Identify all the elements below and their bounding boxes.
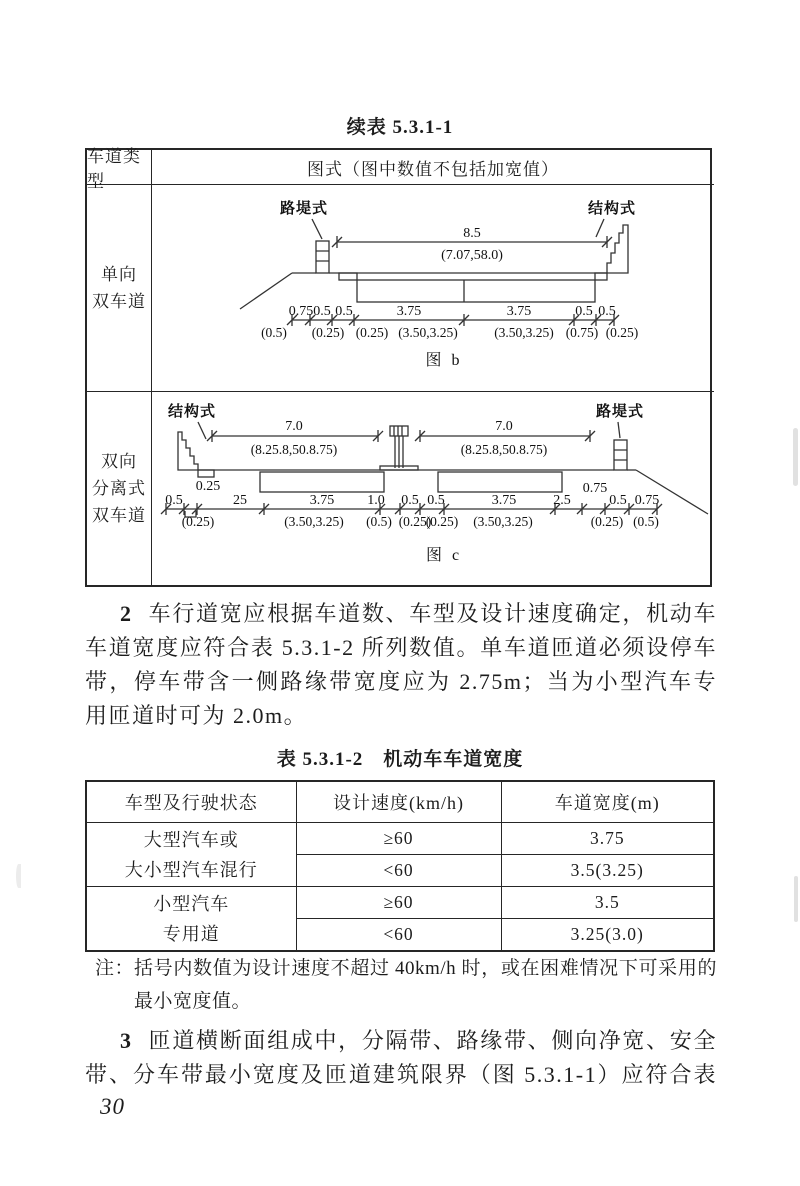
dim-label: (8.25.8,50.8.75)	[250, 442, 338, 457]
dim-label: (3.50,3.25)	[494, 324, 554, 340]
lane-type-line: 分离式	[92, 479, 146, 498]
dim-label: 3.75	[309, 493, 335, 508]
dim-label: (3.50,3.25)	[284, 514, 344, 529]
dim-label: (3.50,3.25)	[398, 324, 458, 340]
dim-label: (7.07,58.0)	[441, 247, 503, 263]
dim-label: (0.25)	[181, 514, 215, 529]
paragraph-text: 匝道横断面组成中，分隔带、路缘带、侧向净宽、安全带、分车带最小宽度及匝道建筑限界（图 5.3.1-1）应符合表	[85, 1028, 717, 1087]
median-posts	[395, 436, 403, 468]
lane-type-one-way-two-lane	[87, 185, 152, 392]
dim-label: 8.5	[463, 225, 481, 241]
width-cell: 3.75	[501, 823, 714, 855]
dim-label: 0.75	[634, 493, 660, 508]
col-header-speed: 设计速度(km/h)	[296, 781, 501, 823]
lane-table-header-type: 车道类型	[87, 150, 152, 185]
paragraph-number: 2	[120, 601, 133, 626]
dim-label: (0.75)	[565, 324, 599, 340]
speed-cell: ≥60	[296, 887, 501, 919]
speed-cell: <60	[296, 855, 501, 887]
speed-cell: ≥60	[296, 823, 501, 855]
table-row	[86, 823, 714, 855]
leader-line	[618, 422, 620, 438]
vehicle-cell-large	[86, 823, 296, 887]
lane-type-line: 双车道	[92, 506, 146, 525]
dim-label: 3.75	[491, 493, 517, 508]
dim-label: 0.5	[165, 493, 183, 508]
width-cell: 3.5(3.25)	[501, 855, 714, 887]
page-number: 30	[100, 1094, 125, 1119]
lane-type-line: 双向	[101, 452, 137, 471]
lane-type-two-way-separated	[87, 392, 152, 585]
table-note	[95, 952, 717, 1018]
dim-label: 0.75	[582, 481, 608, 496]
dim-label: 0.5	[575, 303, 593, 319]
col-header-width: 车道宽度(m)	[501, 781, 714, 823]
carriageway-box-right	[438, 472, 562, 492]
dim-label: 0.25	[195, 479, 221, 494]
dim-label: 7.0	[495, 419, 513, 434]
dim-label: (0.5)	[366, 514, 392, 529]
carriageway-box-left	[260, 472, 384, 492]
dim-label: 0.5	[401, 493, 419, 508]
dim-label: (0.5)	[261, 324, 287, 340]
figure-c-cell	[152, 392, 714, 585]
structure-type-label: 结构式	[167, 404, 217, 420]
figure-b-cross-section	[152, 185, 714, 392]
note-text: 括号内数值为设计速度不超过 40km/h 时，或在困难情况下可采用的最小宽度值。	[134, 958, 717, 1012]
dim-label: 3.75	[506, 303, 532, 319]
figure-b-caption: 图 b	[425, 351, 463, 369]
embankment-type-label: 路堤式	[595, 404, 645, 420]
figure-c-cross-section	[152, 392, 714, 585]
median-barrier-cap	[390, 426, 408, 436]
lane-type-line: 双车道	[92, 292, 146, 311]
note-label: 注：	[95, 958, 135, 979]
lane-type-line: 单向	[101, 265, 137, 284]
curb-block	[316, 241, 329, 273]
vehicle-cell-small	[86, 887, 296, 952]
lane-table-header-figure: 图式（图中数值不包括加宽值）	[152, 150, 714, 185]
scan-artifact	[794, 876, 798, 922]
dim-label: 25	[233, 493, 247, 508]
dim-label: 7.0	[285, 419, 303, 434]
carriageway-box	[357, 280, 595, 302]
continued-table-title: 续表 5.3.1-1	[346, 117, 454, 138]
dim-label: (0.25)	[311, 324, 345, 340]
dim-label: (0.25)	[425, 514, 459, 529]
lane-width-table-caption: 表 5.3.1-2 机动车车道宽度	[276, 749, 524, 770]
dim-label: 3.75	[396, 303, 422, 319]
dim-label: 2.5	[553, 493, 571, 508]
col-header-vehicle: 车型及行驶状态	[86, 781, 296, 823]
vehicle-line: 小型汽车	[153, 893, 230, 914]
structure-wall-steps	[607, 225, 628, 273]
paragraph-2	[85, 597, 717, 733]
lane-width-table	[85, 780, 715, 952]
figure-c-caption: 图 c	[425, 547, 463, 564]
embankment-type-label: 路堤式	[279, 200, 329, 217]
dim-label: (0.25)	[398, 514, 432, 529]
dim-label: (0.25)	[590, 514, 624, 529]
dim-label: 0.5	[609, 493, 627, 508]
dim-label: (0.25)	[605, 324, 639, 340]
dim-label: (0.5)	[633, 514, 659, 529]
width-cell: 3.5	[501, 887, 714, 919]
scan-artifact	[16, 864, 21, 888]
dim-label: 1.0	[367, 493, 385, 508]
dim-label: (3.50,3.25)	[473, 514, 533, 529]
dim-label: 0.5	[427, 493, 445, 508]
figure-b-cell	[152, 185, 714, 392]
structure-type-label: 结构式	[587, 200, 637, 217]
lane-type-figure-table	[85, 148, 712, 587]
leader-line	[596, 219, 604, 237]
table-row	[86, 887, 714, 919]
dim-label: 0.75	[288, 303, 314, 319]
dim-label: (8.25.8,50.8.75)	[460, 442, 548, 457]
dim-label: 0.5	[598, 303, 616, 319]
paragraph-number: 3	[120, 1028, 133, 1053]
width-cell: 3.25(3.0)	[501, 919, 714, 952]
dim-label: 0.5	[313, 303, 331, 319]
speed-cell: <60	[296, 919, 501, 952]
dim-label: (0.25)	[355, 324, 389, 340]
leader-line	[198, 422, 206, 439]
vehicle-line: 大型汽车或	[143, 829, 239, 850]
paragraph-3	[85, 1024, 717, 1092]
leader-line	[312, 219, 322, 239]
paragraph-text: 车行道宽应根据车道数、车型及设计速度确定，机动车车道宽度应符合表 5.3.1-2 所列数值。单车道匝道必须设停车带，停车带含一侧路缘带宽度应为 2.75m；当为小型汽车专用匝道时可为 2.0m。	[85, 601, 717, 728]
embankment-slope	[240, 273, 292, 309]
vehicle-line: 专用道	[162, 923, 220, 944]
curb-block	[614, 440, 627, 470]
vehicle-line: 大小型汽车混行	[124, 859, 258, 880]
dim-label: 0.5	[335, 303, 353, 319]
structure-wall-steps	[178, 432, 198, 470]
scan-artifact	[793, 428, 798, 486]
